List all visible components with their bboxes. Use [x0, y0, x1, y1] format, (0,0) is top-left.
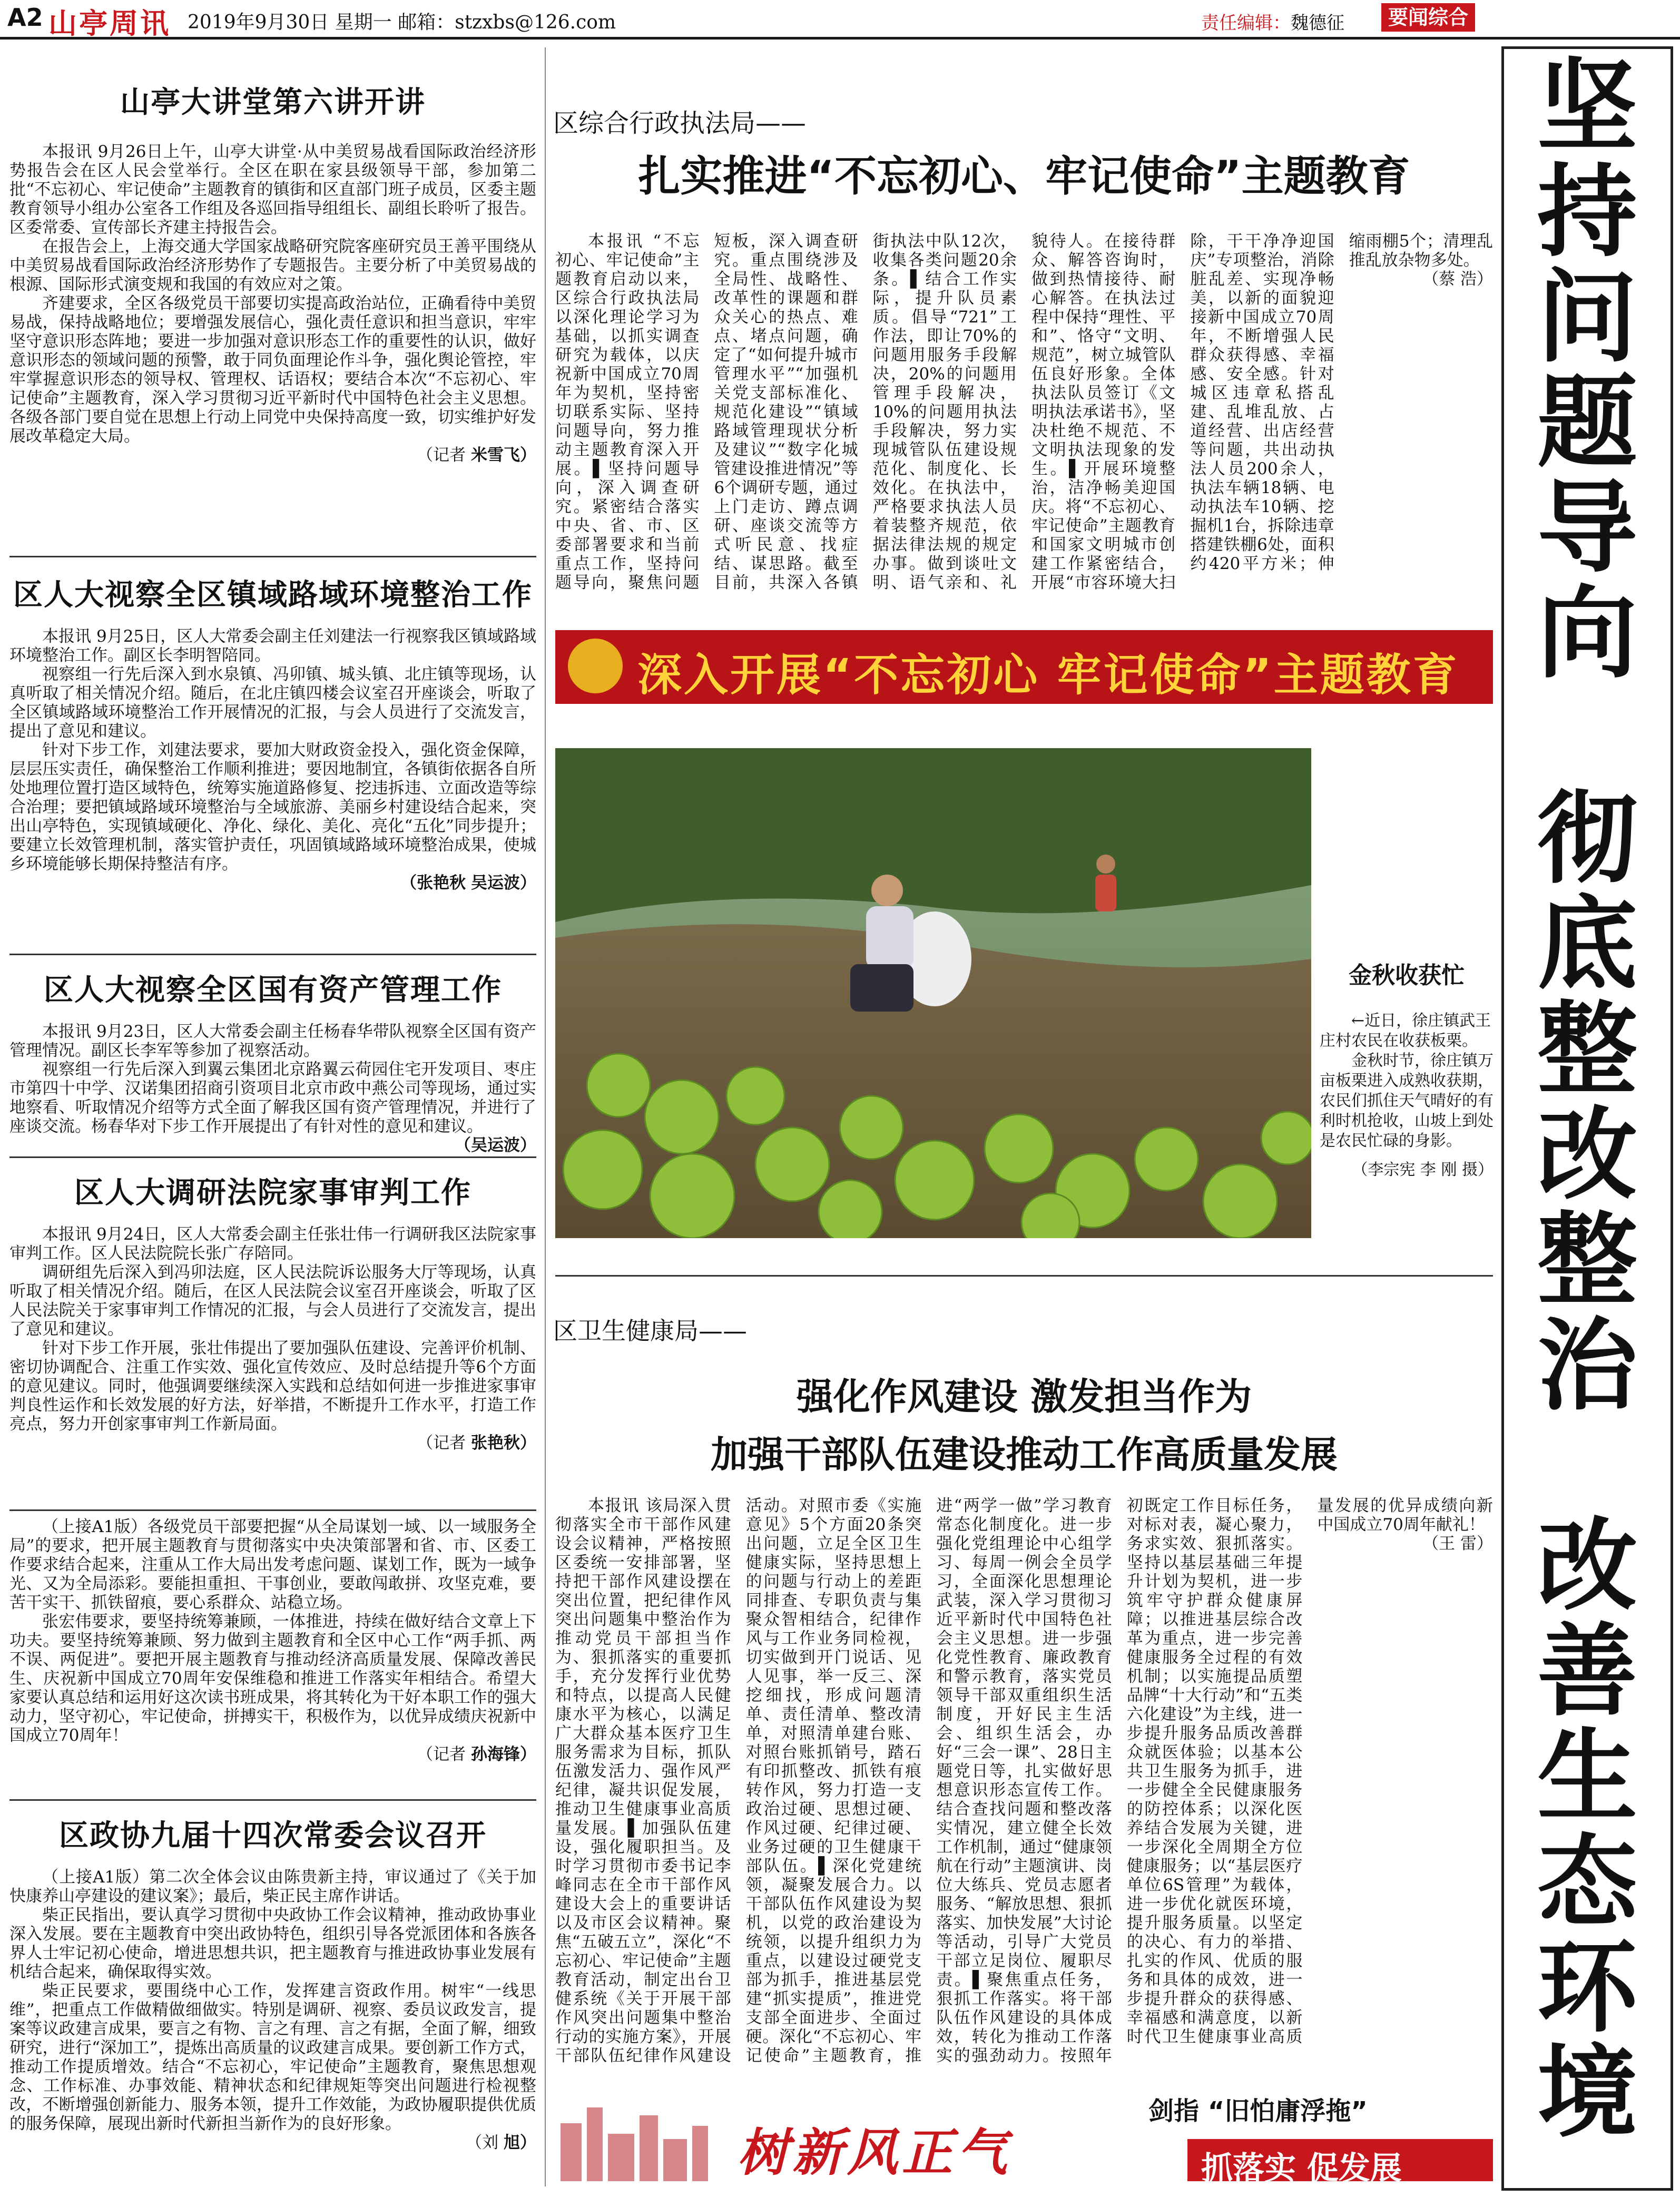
divider: [9, 1799, 536, 1801]
article-paragraph: 视察组一行先后深入到翼云集团北京路翼云荷园住宅开发项目、枣庄市第四十中学、汉诺集团招商引资项目北京市政中燕公司等现场，通过实地察看、听取情况介绍等方式全面了解我区国有资产管理情况，并进行了座谈交流。杨春华对下步工作开展提出了有针对性的意见和建议。: [9, 1060, 536, 1136]
banner-char: 整: [1537, 992, 1637, 1108]
banner-char: 态: [1537, 1824, 1637, 1940]
divider: [9, 1156, 536, 1158]
banner-char: 生: [1537, 1719, 1637, 1835]
article-paragraph: 本报讯 “不忘初心、牢记使命”主题教育启动以来，区综合行政执法局以深化理论学习为基础，以抓实调查研究为载体，以庆祝新中国成立70周年为契机，坚持密切联系实际、坚持问题导向，努力推动主题教育深入开展。▌坚持问题导向，深入调查研究。紧密结合落实中央、省、市、区委部署要求和当前重点工作，坚持问题导向，聚焦问题短板，深入调查研究。重点围绕涉及全局性、战略性、改革性的课题和群众关心的热点、难点、堵点问题，确定了“如何提升城市管理水平”“加强机关党支部标准化、规范化建设”“镇域路域管理现状分析及建议”“数字化城管建设推进情况”等6个调研专题，通过上门走访、蹲点调研、座谈交流等方式听民意、找症结、谋思路。截至目前，共深入各镇街执法中队12次，收集各类问题20余条。▌结合工作实际，提升队员素质。倡导“721”工作法，即让70%的问题用服务手段解决，20%的问题用管理手段解决，10%的问题用执法手段解决，努力实现城管队伍建设规范化、制度化、长效化。在执法中，严格要求执法人员着装整齐规范，依据法律法规的规定办事。做到谈吐文明、语气亲和、礼貌待人。在接待群众、解答咨询时，做到热情接待、耐心解答。在执法过程中保持“理性、平和”、恪守“文明、规范”，树立城管队伍良好形象。全体执法队员签订《文明执法承诺书》，坚决杜绝不规范、不文明执法现象的发生。▌开展环境整治，洁净畅美迎国庆。将“不忘初心、牢记使命”主题教育和国家文明城市创建工作紧密结合，开展“市容环境大扫除，干干净净迎国庆”专项整治，消除脏乱差、实现净畅美，以新的面貌迎接新中国成立70周年，不断增强人民群众获得感、幸福感、安全感。针对城区违章私搭乱建、乱堆乱放、占道经营、出店经营等问题，共出动执法人员200余人，执法车辆18辆、电动执法车10辆、挖掘机1台，拆除违章搭建铁棚6处，面积约420平方米；伸缩雨棚5个；清理乱推乱放杂物多处。: [555, 232, 1493, 592]
article-byline: （记者 张艳秋）: [417, 1434, 536, 1453]
article-title: 区人大调研法院家事审判工作: [74, 1176, 471, 1210]
article-byline: （蔡 浩）: [1422, 270, 1493, 289]
banner-line2: 抓落实 促发展: [1201, 2150, 1402, 2187]
banner-char: 导: [1537, 470, 1637, 586]
banner-char: 善: [1537, 1613, 1637, 1730]
article-title: 区人大视察全区镇域路域环境整治工作: [13, 578, 533, 612]
banner-char: 环: [1537, 1929, 1637, 2046]
banner-char: 整: [1537, 1202, 1637, 1319]
banner-line1: 剑指 “旧怕庸浮拖”: [1148, 2096, 1368, 2126]
article-byline: （记者 孙海锋）: [417, 1745, 536, 1764]
article-paragraph: 本报讯 9月26日上午，山亭大讲堂·从中美贸易战看国际政治经济形势报告会在区人民会堂举行。全区在职在家县级领导干部，参加第二批“不忘初心、牢记使命”主题教育的镇街和区直部门班子成员，区委主题教育领导小组办公室各工作组及各巡回指导组组长、副组长聆听了报告。区委常委、宣传部长齐建主持报告会。: [9, 142, 536, 237]
slogan-text: 深入开展“不忘初心 牢记使命”主题教育: [637, 649, 1459, 701]
divider: [9, 1509, 536, 1511]
article-byline: （记者 米雪飞）: [417, 446, 536, 465]
article-paragraph: 调研组先后深入到冯卯法庭，区人民法院诉讼服务大厅等现场，认真听取了相关情况介绍。随后，在区人民法院会议室召开座谈会，听取了区人民法院关于家事审判工作情况的汇报，与会人员进行了交流发言，提出了意见和建议。: [9, 1263, 536, 1339]
photo-caption: [1320, 956, 1494, 1180]
divider: [9, 954, 536, 955]
banner-char: 问: [1537, 259, 1637, 376]
article-headline: 扎实推进“不忘初心、牢记使命”主题教育: [638, 152, 1410, 201]
article-headline-line1: 强化作风建设 激发担当作为: [796, 1375, 1252, 1418]
article-paragraph: 柴正民要求，要围绕中心工作，发挥建言资政作用。树牢“一线思维”，把重点工作做精做细做实。特别是调研、视察、委员议政发言，提案等议政建言成果，要言之有物、言之有理、言之有据，全面了解，细致研究，进行“深加工”，提炼出高质量的议政建言成果。要创新工作方式，推动工作提质增效。结合“不忘初心，牢记使命”主题教育，聚焦思想观念、工作标准、办事效能、精神状态和纪律规矩等突出问题进行检视整改，不断增强创新能力、服务本领，提升工作效能，为政协履职提供优质的服务保障，展现出新时代新担当新作为的良好形象。: [9, 1982, 536, 2133]
article-paragraph: 本报讯 该局深入贯彻落实全市干部作风建设会议精神，严格按照区委统一安排部署，坚持把干部作风建设摆在突出位置，把纪律作风突出问题集中整治作为推动党员干部担当作为、狠抓落实的重要抓手，充分发挥行业优势和特点，以提高人民健康水平为核心，以满足广大群众基本医疗卫生服务需求为目标，抓队伍激发活力、强作风严纪律，凝共识促发展，推动卫生健康事业高质量发展。▌加强队伍建设，强化履职担当。及时学习贯彻市委书记李峰同志在全市干部作风建设大会上的重要讲话以及市区会议精神。聚焦“五破五立”，深化“不忘初心、牢记使命”主题教育活动，制定出台卫健系统《关于开展干部作风突出问题集中整治行动的实施方案》，开展干部队伍纪律作风建设活动。对照市委《实施意见》5个方面20条突出问题，立足全区卫生健康实际，坚持思想上的问题与行动上的差距同排查、专职负责与集聚众智相结合，纪律作风与工作业务同检视，切实做到开门说话、见人见事，举一反三、深挖细找，形成问题清单、责任清单、整改清单，对照清单建台账、对照台账抓销号，踏石有印抓整改、抓铁有痕转作风，努力打造一支政治过硬、思想过硬、作风过硬、纪律过硬、业务过硬的卫生健康干部队伍。▌深化党建统领，凝聚发展合力。以干部队伍作风建设为契机，以党的政治建设为统领，以提升组织力为重点，以建设过硬党支部为抓手，推进基层党建“抓实提质”，推进党支部全面进步、全面过硬。深化“不忘初心、牢记使命”主题教育，推进“两学一做”学习教育常态化制度化。进一步强化党组理论中心组学习、每周一例会全员学习，全面深化思想理论武装，深入学习贯彻习近平新时代中国特色社会主义思想。进一步强化党性教育、廉政教育和警示教育，落实党员领导干部双重组织生活制度，开好民主生活会、组织生活会，办好“三会一课”、28日主题党日等，扎实做好思想意识形态宣传工作。结合查找问题和整改落实情况，建立健全长效工作机制，通过“健康领航在行动”主题演讲、岗位大练兵、党员志愿者服务、“解放思想、狠抓落实、加快发展”大讨论等活动，引导广大党员干部立足岗位、履职尽责。▌聚焦重点任务，狠抓工作落实。将干部队伍作风建设的具体成效，转化为推动工作落实的强劲动力。按照年初既定工作目标任务，对标对表，凝心聚力，务求实效、狠抓落实。坚持以基层基础三年提升计划为契机，进一步筑牢守护群众健康屏障；以推进基层综合改革为重点，进一步完善健康服务全过程的有效机制；以实施提品质塑品牌“十大行动”和“五类六化建设”为主线，进一步提升服务品质改善群众就医体验；以基本公共卫生服务为抓手，进一步健全全民健康服务的防控体系；以深化医养结合发展为关键，进一步深化全周期全方位健康服务；以“基层医疗单位6S管理”为载体，进一步优化就医环境，提升服务质量。以坚定的决心、有力的举措、扎实的作风、优质的服务和具体的成效，进一步提升群众的获得感、幸福感和满意度，以新时代卫生健康事业高质量发展的优异成绩向新中国成立70周年献礼！: [555, 1496, 1493, 2065]
banner-char: 题: [1537, 365, 1637, 481]
article-cppcc: [9, 1807, 536, 2152]
photo-credit: （李宗宪 李 刚 摄）: [1352, 1161, 1494, 1179]
banner-char: 底: [1537, 886, 1637, 1003]
banner-char: 持: [1537, 154, 1637, 270]
article-paragraph: 在报告会上，上海交通大学国家战略研究院客座研究员王善平围绕从中美贸易战看国际政治经济形势作了专题报告。主要分析了中美贸易战的根源、国际形式演变规和我国的有效应对之策。: [9, 237, 536, 294]
article-paragraph: 视察组一行先后深入到水泉镇、冯卯镇、城头镇、北庄镇等现场，认真听取了相关情况介绍。随后，在北庄镇四楼会议室召开座谈会，听取了全区镇域路域环境整治工作开展情况的汇报，与会人员进行了交流发言，提出了意见和建议。: [9, 665, 536, 741]
article-title: 山亭大讲堂第六讲开讲: [120, 85, 426, 120]
caption-line: 金秋时节，徐庄镇万亩板栗进入成熟收获期，农民们抓住天气晴好的有利时机抢收，山坡上到处是农民忙碌的身影。: [1320, 1052, 1494, 1150]
article-byline: （吴运波）: [455, 1136, 536, 1155]
article-paragraph: 齐建要求，全区各级党员干部要切实提高政治站位，正确看待中美贸易战，保持战略地位；要增强发展信心，强化责任意识和担当意识，牢牢坚守意识形态阵地；要进一步加强对意识形态工作的重要性的认识，做好意识形态的领域问题的预警，敢于同负面理论作斗争，强化舆论管控，牢牢掌握意识形态的领导权、管理权、话语权；要结合本次“不忘初心、牢记使命”主题教育，深入学习贯彻习近平新时代中国特色社会主义思想。各级各部门要自觉在思想上行动上同党中央保持高度一致，切实维护好发展改革稳定大局。: [9, 294, 536, 446]
page-number: A2: [7, 3, 43, 32]
left-column: [9, 47, 536, 2152]
article-body: [555, 1496, 1493, 2076]
caption-line: ←近日，徐庄镇武王庄村农民在收获板栗。: [1320, 1012, 1491, 1050]
article-paragraph: 柴正民指出，要认真学习贯彻中央政协工作会议精神，推动政协事业深入发展。要在主题教育中突出政协特色，组织引导各党派团体和各族各界人士牢记初心使命，增进思想共识，把主题教育与推进政协事业发展有机结合起来，确保取得实效。: [9, 1906, 536, 1982]
article-court: [9, 1164, 536, 1453]
banner-char: 境: [1537, 2035, 1637, 2151]
banner-char: 彻: [1537, 781, 1637, 897]
article-assets: [9, 962, 536, 1155]
article-byline: （张艳秋 吴运波）: [400, 874, 536, 892]
article-road-env: [9, 566, 536, 892]
article-paragraph: 本报讯 9月25日，区人大常委会副主任刘建法一行视察我区镇域路域环境整治工作。副区长李明智陪同。: [9, 627, 536, 665]
article-paragraph: 本报讯 9月23日，区人大常委会副主任杨春华带队视察全区国有资产管理情况。副区长李军等参加了视察活动。: [9, 1022, 536, 1060]
banner-char: 改: [1537, 1097, 1637, 1213]
article-continued-a1: [9, 1517, 536, 1764]
editor-line: [1201, 8, 1344, 34]
article-paragraph: （上接A1版）第二次全体会议由陈贵新主持，审议通过了《关于加快康养山亭建设的建议案》；最后，柴正民主席作讲话。: [9, 1868, 536, 1906]
banner-calligraphy: 树新风正气: [738, 2123, 1011, 2182]
article-paragraph: 张宏伟要求，要坚持统筹兼顾，一体推进，持续在做好结合文章上下功夫。要坚持统筹兼顾、努力做到主题教育和全区中心工作“两手抓、两不误、两促进”。要把开展主题教育与推动经济高质量发展、保障改善民生、庆祝新中国成立70周年安保维稳和推进工作落实年相结合。希望大家要认真总结和运用好这次读书班成果，将其转化为干好本职工作的强大动力，坚守初心，牢记使命，拼搏实干，积极作为，以优异成绩庆祝新中国成立70周年！: [9, 1612, 536, 1745]
date-line: 2019年9月30日 星期一 邮箱：stzxbs@126.com: [188, 12, 616, 33]
banner-char: 改: [1537, 1508, 1637, 1624]
article-paragraph: 本报讯 9月24日，区人大常委会副主任张壮伟一行调研我区法院家事审判工作。区人民法院院长张广存陪同。: [9, 1225, 536, 1263]
article-paragraph: （上接A1版）各级党员干部要把握“从全局谋划一域、以一域服务全局”的要求，把开展主题教育与贯彻落实中央决策部署和省、市、区委工作要求结合起来，注重从工作大局出发考虑问题、谋划工作，既为一域争光、又为全局添彩。要能担重担、干事创业，要敢闯敢拼、攻坚克难，要苦干实干、抓铁留痕，要心系群众、站稳立场。: [9, 1517, 536, 1612]
editor-name: 魏德征: [1291, 13, 1344, 34]
article-title: 区人大视察全区国有资产管理工作: [44, 973, 502, 1007]
party-emblem-icon: [568, 639, 623, 693]
article-body: [555, 232, 1493, 601]
article-kicker: 区卫生健康局——: [553, 1317, 747, 1345]
article-byline: （王 雷）: [1422, 1534, 1493, 1553]
article-paragraph: 针对下步工作开展，张壮伟提出了要加强队伍建设、完善评价机制、密切协调配合、注重工作实效、强化宣传效应、及时总结提升等6个方面的意见建议。同时，他强调要继续深入实践和总结如何进一步推进家事审判良性运作和长效发展的好方法，好举措，不断提升工作水平，打造工作亮点，努力开创家事审判工作新局面。: [9, 1339, 536, 1434]
editor-label: 责任编辑：: [1201, 13, 1291, 34]
article-kicker: 区综合行政执法局——: [553, 109, 807, 138]
caption-title: 金秋收获忙: [1349, 962, 1465, 989]
banner-char: 向: [1537, 575, 1637, 692]
article-title: 区政协九届十四次常委会议召开: [59, 1819, 487, 1853]
article-byline: （刘 旭）: [466, 2133, 536, 2152]
divider: [9, 556, 536, 557]
section-tag: 要闻综合: [1381, 3, 1475, 32]
article-headline-line2: 加强干部队伍建设推动工作高质量发展: [711, 1433, 1338, 1476]
harvest-photo: [555, 748, 1311, 1238]
vertical-slogan-banner: [1501, 46, 1673, 2191]
banner-char: 治: [1537, 1308, 1637, 1424]
article-paragraph: 针对下步工作，刘建法要求，要加大财政资金投入，强化资金保障，层层压实责任，确保整治工作顺利推进；要因地制宜，各镇街依据各自所处地理位置打造区域特色，统筹实施道路修复、挖违拆违、立面改造等综合治理；要把镇域路域环境整治与全域旅游、美丽乡村建设结合起来，突出山亭特色，实现镇域硬化、净化、绿化、美化、亮化“五化”同步提升；要建立长效管理机制，落实管护责任，巩固镇域路域环境整治成果，使城乡环境能够长期保持整洁有序。: [9, 741, 536, 874]
article-lecture: [9, 79, 536, 569]
newspaper-logo: 山亭周讯: [48, 6, 171, 40]
divider: [555, 1275, 1493, 1277]
banner-char: 坚: [1537, 48, 1637, 165]
column-divider: [545, 47, 546, 2186]
chestnut-harvest-image: [555, 748, 1311, 1238]
